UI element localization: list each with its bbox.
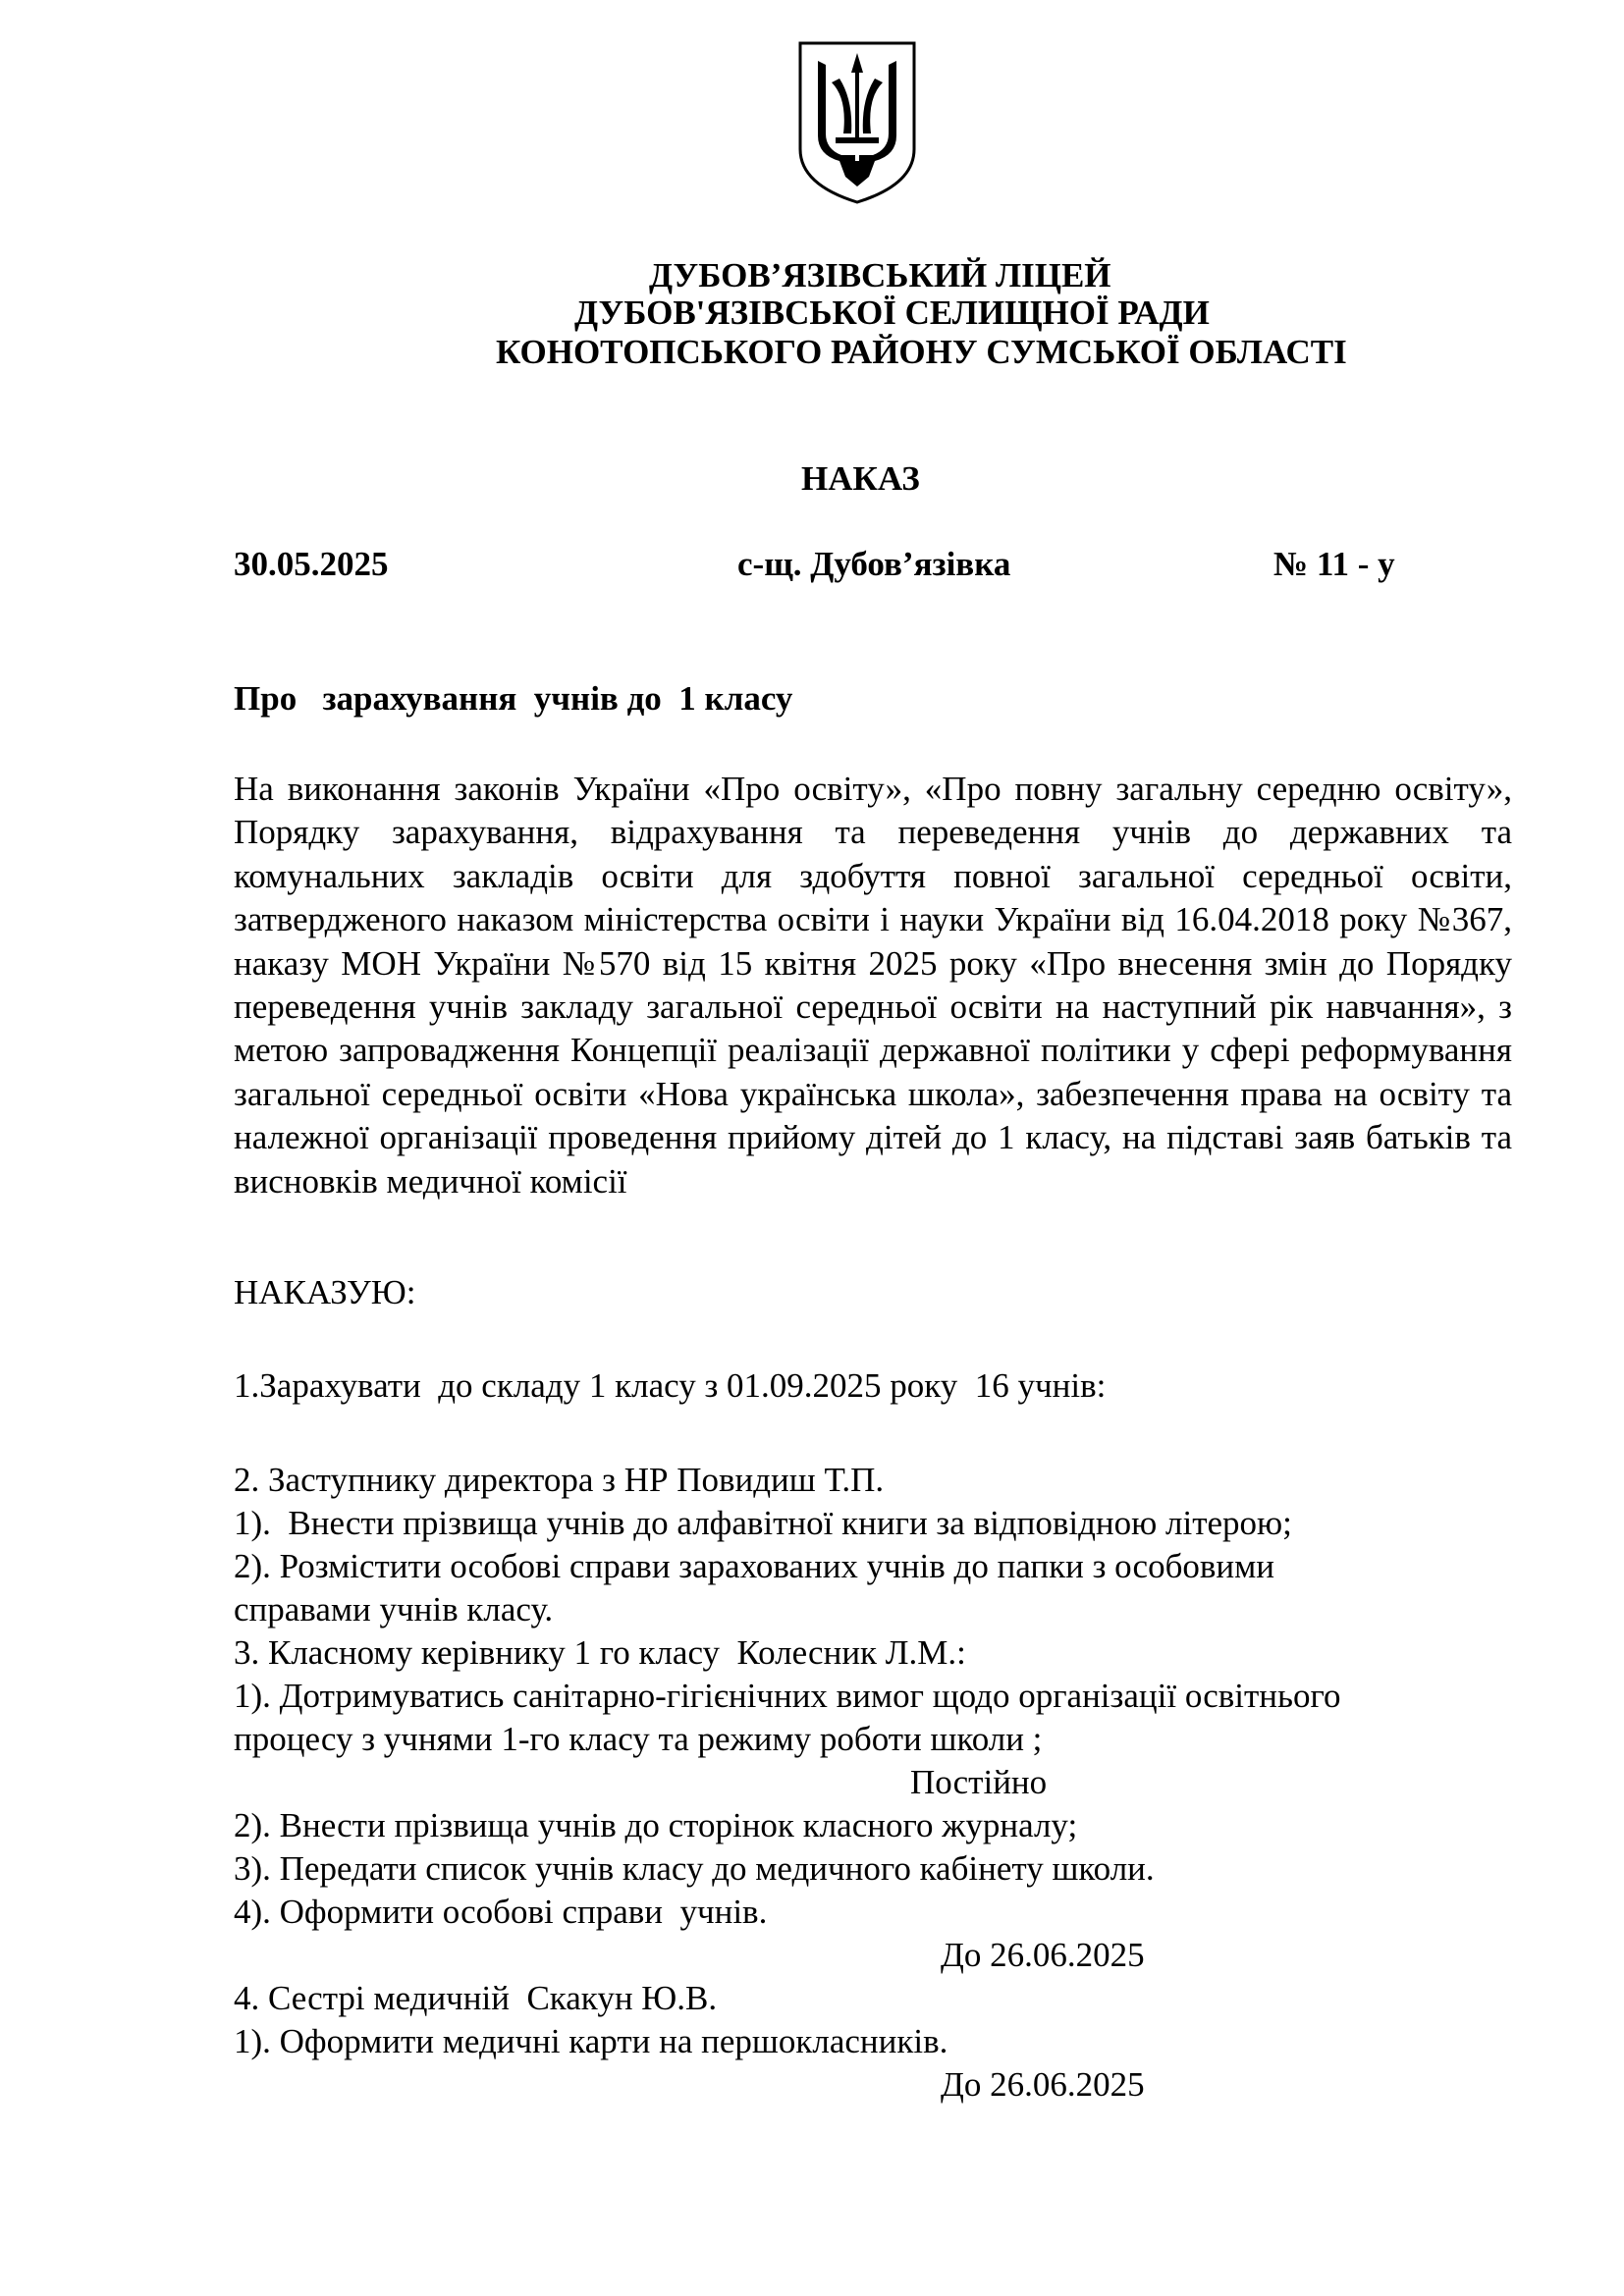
order-preamble: На виконання законів України «Про освіту», «Про повну загальну середню освіту», Порядку зарахування, відрахування та переведення учнів до державних та комунальних закладів освіти для здобуття повної загальної середньої освіти, затвердженого наказом міністерства освіти і науки України від 16.04.2018 року №367, наказу МОН України №570 від 15 квітня 2025 року «Про внесення змін до Порядку переведення учнів закладу загальної середньої освіти на наступний рік навчання», з метою запровадження Концепції реалізації державної політики у сфері реформування загальної середньої освіти «Нова українська школа», забезпечення права на освіту та належної організації проведення прийому дітей до 1 класу, на підставі заяв батьків та висновків медичної комісії: [234, 770, 1512, 1201]
item-3-1b: процесу з учнями 1-го класу та режиму роботи школи ;: [234, 1720, 1043, 1758]
order-word: НАКАЗУЮ:: [234, 1273, 416, 1311]
item-2-2b: справами учнів класу.: [234, 1590, 554, 1629]
document-title: НАКАЗ: [801, 459, 920, 498]
header-line-1: ДУБОВ’ЯЗІВСЬКИЙ ЛІЦЕЙ: [649, 256, 1111, 294]
item-3-deadline: Постійно: [910, 1763, 1048, 1801]
order-number: № 11 - у: [1273, 545, 1395, 583]
item-2-1: 1). Внести прізвища учнів до алфавітної книги за відповідною літерою;: [234, 1504, 1292, 1542]
item-3-4: 4). Оформити особові справи учнів.: [234, 1893, 768, 1931]
item-4: 4. Сестрі медичній Скакун Ю.В.: [234, 1979, 718, 2017]
order-place: с-щ. Дубов’язівка: [737, 545, 1011, 583]
item-3-4-deadline: До 26.06.2025: [941, 1936, 1145, 1974]
order-subject: Про зарахування учнів до 1 класу: [234, 679, 793, 718]
header-line-2: ДУБОВ'ЯЗІВСЬКОЇ СЕЛИЩНОЇ РАДИ: [574, 294, 1210, 332]
item-3-2: 2). Внести прізвища учнів до сторінок класного журналу;: [234, 1806, 1078, 1844]
header-line-3: КОНОТОПСЬКОГО РАЙОНУ СУМСЬКОЇ ОБЛАСТІ: [496, 333, 1347, 371]
order-date: 30.05.2025: [234, 545, 389, 583]
item-4-1-deadline: До 26.06.2025: [941, 2065, 1145, 2104]
item-1: 1.Зарахувати до складу 1 класу з 01.09.2025 року 16 учнів:: [234, 1366, 1107, 1405]
item-2: 2. Заступнику директора з НР Повидиш Т.П.: [234, 1461, 885, 1499]
item-4-1: 1). Оформити медичні карти на першокласників.: [234, 2022, 948, 2060]
coat-of-arms-trident-icon: [796, 39, 918, 206]
item-2-2a: 2). Розмістити особові справи зарахованих учнів до папки з особовими: [234, 1547, 1275, 1585]
item-3: 3. Класному керівнику 1 го класу Колесник Л.М.:: [234, 1633, 966, 1672]
item-3-1a: 1). Дотримуватись санітарно-гігієнічних вимог щодо організації освітнього: [234, 1677, 1341, 1715]
item-3-3: 3). Передати список учнів класу до медичного кабінету школи.: [234, 1849, 1155, 1888]
